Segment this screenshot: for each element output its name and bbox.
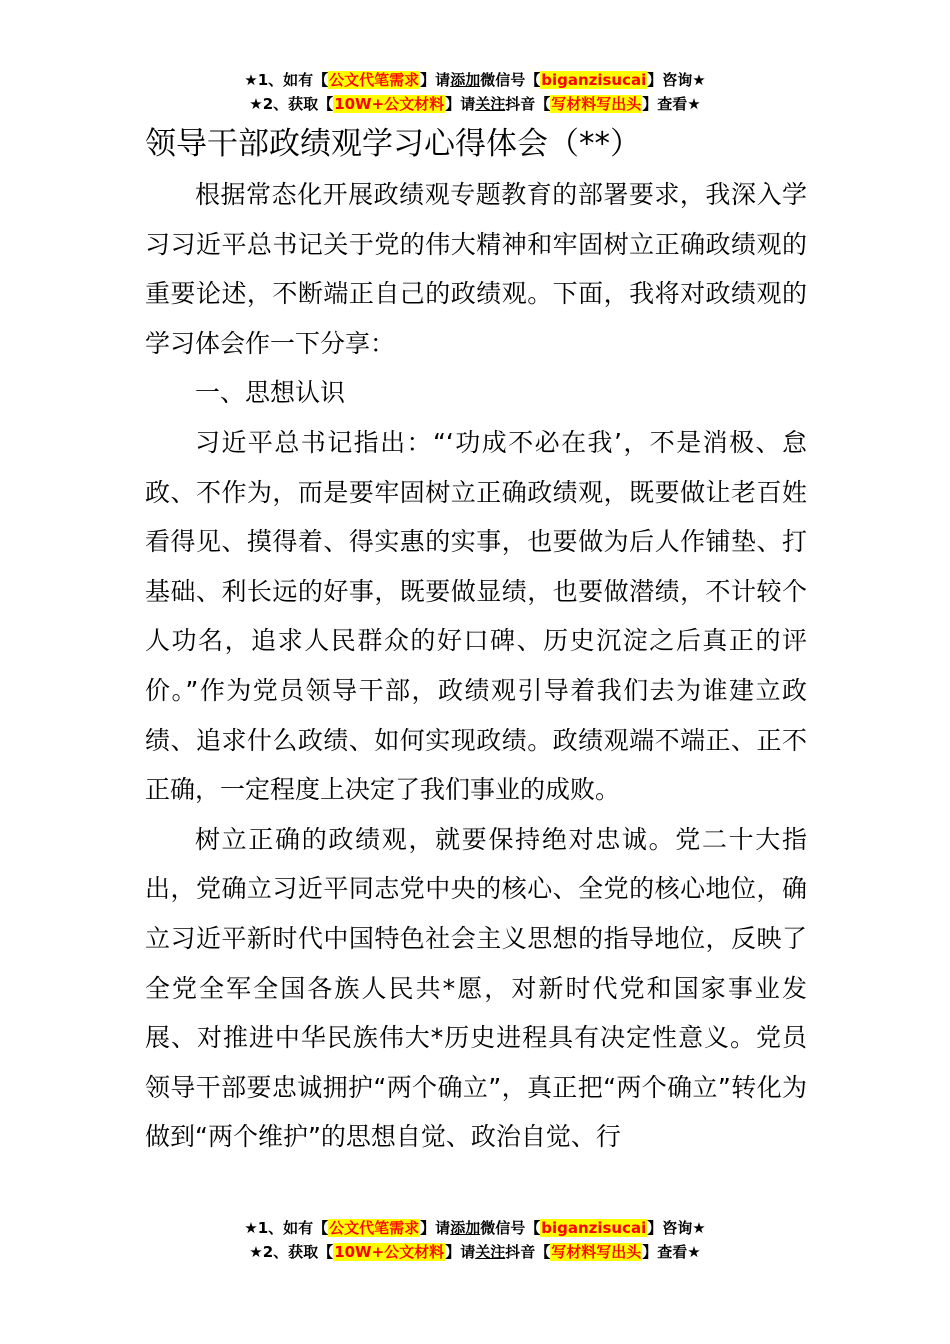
highlight-douyin: 写材料写出头 — [551, 95, 642, 113]
paragraph-intro: 根据常态化开展政绩观专题教育的部署要求，我深入学习习近平总书记关于党的伟大精神和牢固树立正确政绩观的重要论述，不断端正自己的政绩观。下面，我将对政绩观的学习体会作一下分享： — [145, 180, 807, 358]
paragraph-quote: 习近平总书记指出：“‘功成不必在我’，不是消极、怠政、不作为，而是要牢固树立正确政绩观，既要做让老百姓看得见、摸得着、得实惠的实事，也要做为后人作铺垫、打基础、利长远的好事，既要做显绩，也要做潜绩，不计较个人功名，追求人民群众的好口碑、历史沉淀之后真正的评价。”作为党员领导干部，政绩观引导着我们去为谁建立政绩、追求什么政绩、如何实现政绩。政绩观端不端正、正不正确，一定程度上决定了我们事业的成败。 — [145, 427, 807, 805]
footer-line-1: ★1、如有【公文代笔需求】请添加微信号【biganzisucai】咨询★ — [244, 1219, 706, 1237]
document-title: 领导干部政绩观学习心得体会（**） — [145, 126, 641, 162]
footer-banner — [0, 1216, 950, 1264]
header-banner — [0, 68, 950, 116]
section-heading: 一、思想认识 — [195, 378, 346, 408]
banner-line-2: ★2、获取【10W+公文材料】请关注抖音【写材料写出头】查看★ — [249, 95, 701, 113]
highlight-wechat-id: biganzisucai — [541, 71, 647, 89]
highlight-materials: 10W+公文材料 — [334, 95, 445, 113]
footer-line-2: ★2、获取【10W+公文材料】请关注抖音【写材料写出头】查看★ — [249, 1243, 701, 1261]
paragraph-loyalty: 树立正确的政绩观，就要保持绝对忠诚。党二十大指出，党确立习近平同志党中央的核心、全党的核心地位，确立习近平新时代中国特色社会主义思想的指导地位，反映了全党全军全国各族人民共*愿，对新时代党和国家事业发展、对推进中华民族伟大*历史进程具有决定性意义。党员领导干部要忠诚拥护“两个确立”，真正把“两个确立”转化为做到“两个维护”的思想自觉、政治自觉、行 — [145, 824, 807, 1152]
underlined-follow: 关注 — [475, 95, 506, 113]
underlined-add: 添加 — [450, 71, 481, 89]
document-body — [145, 170, 807, 1162]
highlight-service: 公文代笔需求 — [329, 71, 420, 89]
banner-line-1: ★1、如有【公文代笔需求】请添加微信号【biganzisucai】咨询★ — [244, 71, 706, 89]
